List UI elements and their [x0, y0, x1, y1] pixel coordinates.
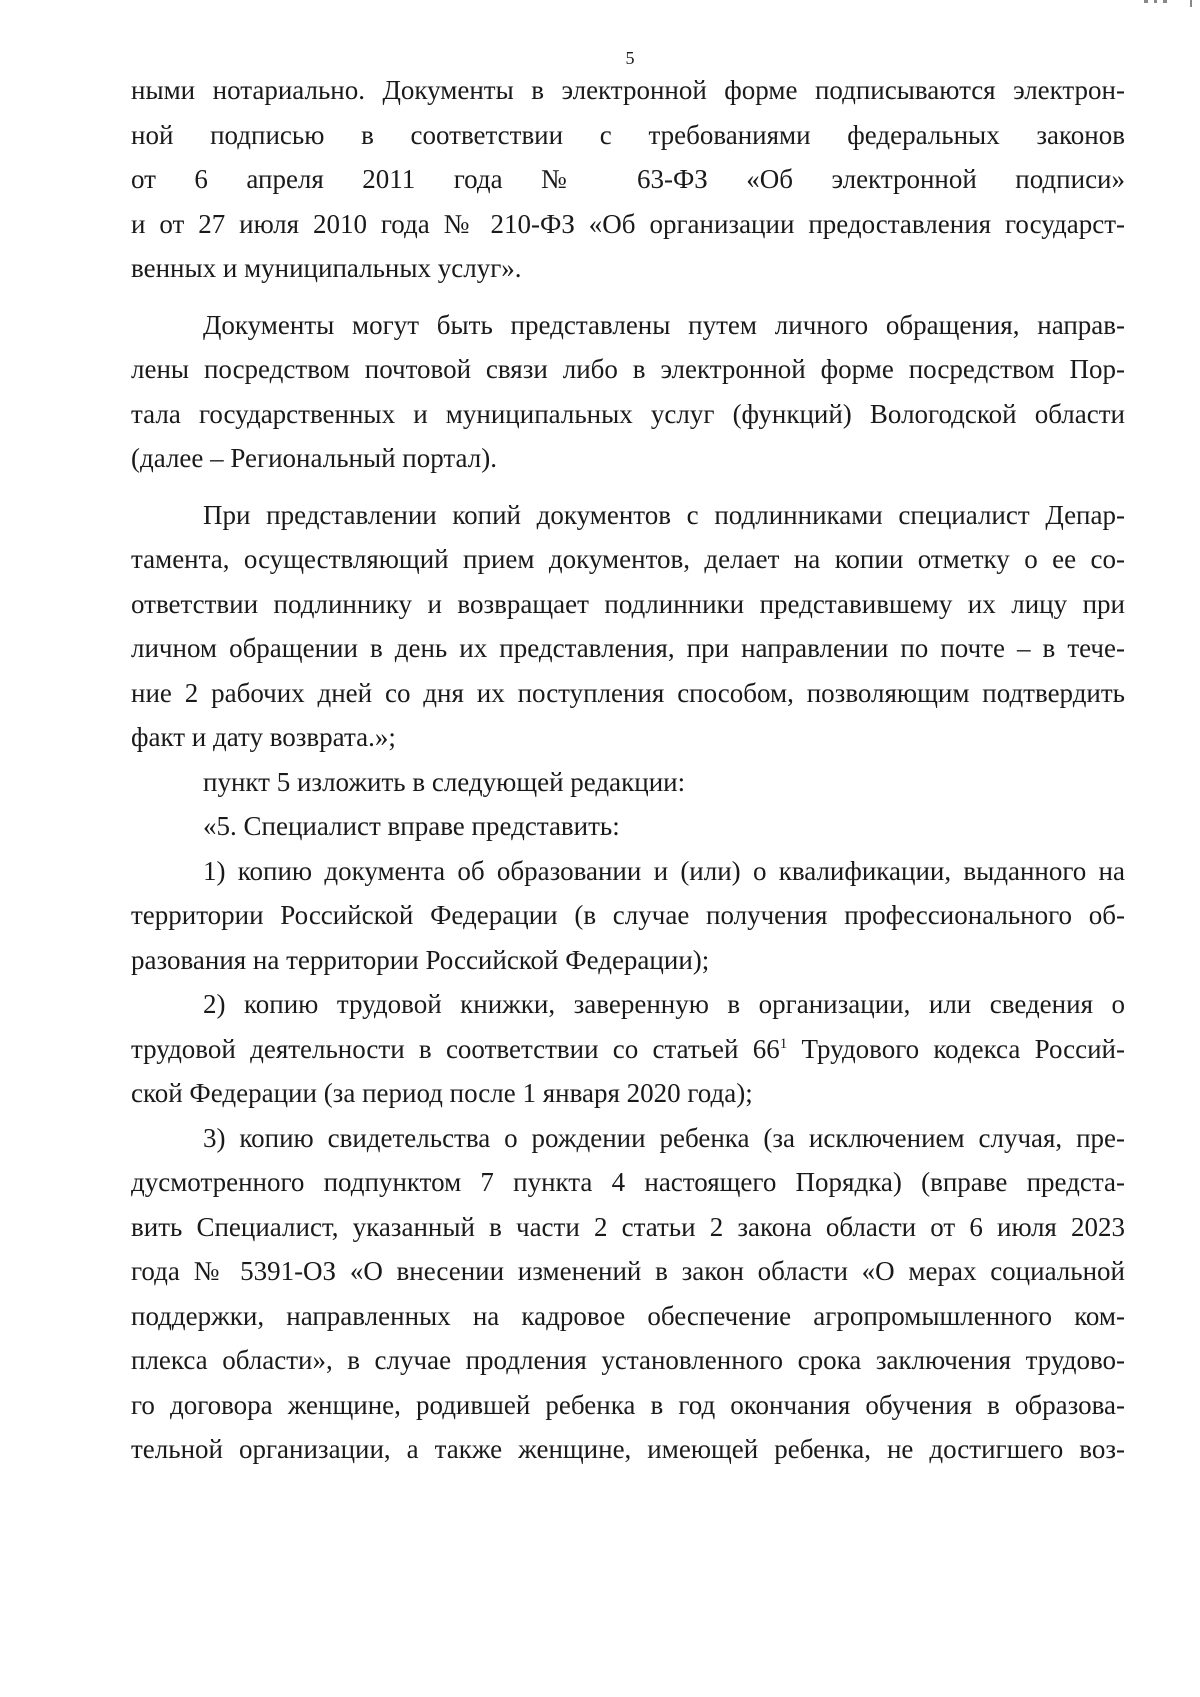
text-line: «5. Специалист вправе представить:: [203, 811, 620, 841]
text-line: и от 27 июля 2010 года № 210-ФЗ «Об организации предоставления государст-: [131, 208, 1125, 239]
text-segment: Трудового кодекса Россий-: [787, 1033, 1126, 1064]
text-line: ответствии подлиннику и возвращает подлинники представившему их лицу при: [131, 588, 1125, 619]
text-line: года № 5391-ОЗ «О внесении изменений в закон области «О мерах социальной: [131, 1256, 1125, 1286]
text-line: от 6 апреля 2011 года № 63-ФЗ «Об электронной подписи»: [131, 164, 1125, 194]
text-line: пункт 5 изложить в следующей редакции:: [203, 766, 686, 797]
text-line: венных и муниципальных услуг».: [131, 253, 522, 283]
text-line: го договора женщине, родившей ребенка в год окончания обучения в образова-: [131, 1389, 1125, 1420]
text-line: лены посредством почтовой связи либо в электронной форме посредством Пор-: [131, 354, 1125, 384]
text-line: Документы могут быть представлены путем личного обращения, направ-: [203, 309, 1125, 340]
text-line: При представлении копий документов с подлинниками специалист Депар-: [203, 499, 1125, 530]
text-line: плекса области», в случае продления установленного срока заключения трудово-: [131, 1345, 1125, 1375]
text-line: ние 2 рабочих дней со дня их поступления способом, позволяющим подтвердить: [131, 677, 1125, 708]
page-number: 5: [625, 48, 635, 68]
text-line: 3) копию свидетельства о рождении ребенка (за исключением случая, пре-: [203, 1122, 1125, 1153]
text-line: территории Российской Федерации (в случае получения профессионального об-: [131, 900, 1125, 930]
text-line: разования на территории Российской Федерации);: [131, 944, 710, 975]
text-line: вить Специалист, указанный в части 2 статьи 2 закона области от 6 июля 2023: [131, 1211, 1125, 1242]
text-line: тамента, осуществляющий прием документов, делает на копии отметку о ее со-: [131, 544, 1125, 574]
scan-edge-mark: [1074, 0, 1194, 8]
text-line: ской Федерации (за период после 1 января 2020 года);: [131, 1078, 753, 1108]
text-line: поддержки, направленных на кадровое обеспечение агропромышленного ком-: [131, 1300, 1125, 1331]
text-line: ной подписью в соответствии с требованиями федеральных законов: [131, 119, 1125, 150]
text-line: (далее – Региональный портал).: [131, 443, 497, 473]
text-line: дусмотренного подпунктом 7 пункта 4 настоящего Порядка) (вправе предста-: [131, 1167, 1125, 1197]
text-line: тала государственных и муниципальных услуг (функций) Вологодской области: [131, 398, 1125, 429]
superscript: 1: [779, 1035, 788, 1052]
text-line: 2) копию трудовой книжки, заверенную в организации, или сведения о: [203, 989, 1125, 1019]
text-line: факт и дату возврата.»;: [131, 722, 396, 752]
text-line: ными нотариально. Документы в электронной форме подписываются электрон-: [131, 75, 1125, 105]
text-line: 1) копию документа об образовании и (или) о квалификации, выданного на: [203, 855, 1125, 886]
text-line: личном обращении в день их представления, при направлении по почте – в тече-: [131, 633, 1125, 663]
text-line: тельной организации, а также женщине, имеющей ребенка, не достигшего воз-: [131, 1434, 1125, 1464]
text-segment: трудовой деятельности в соответствии со статьей 66: [131, 1033, 780, 1064]
text-line: [131, 1031, 1125, 1067]
